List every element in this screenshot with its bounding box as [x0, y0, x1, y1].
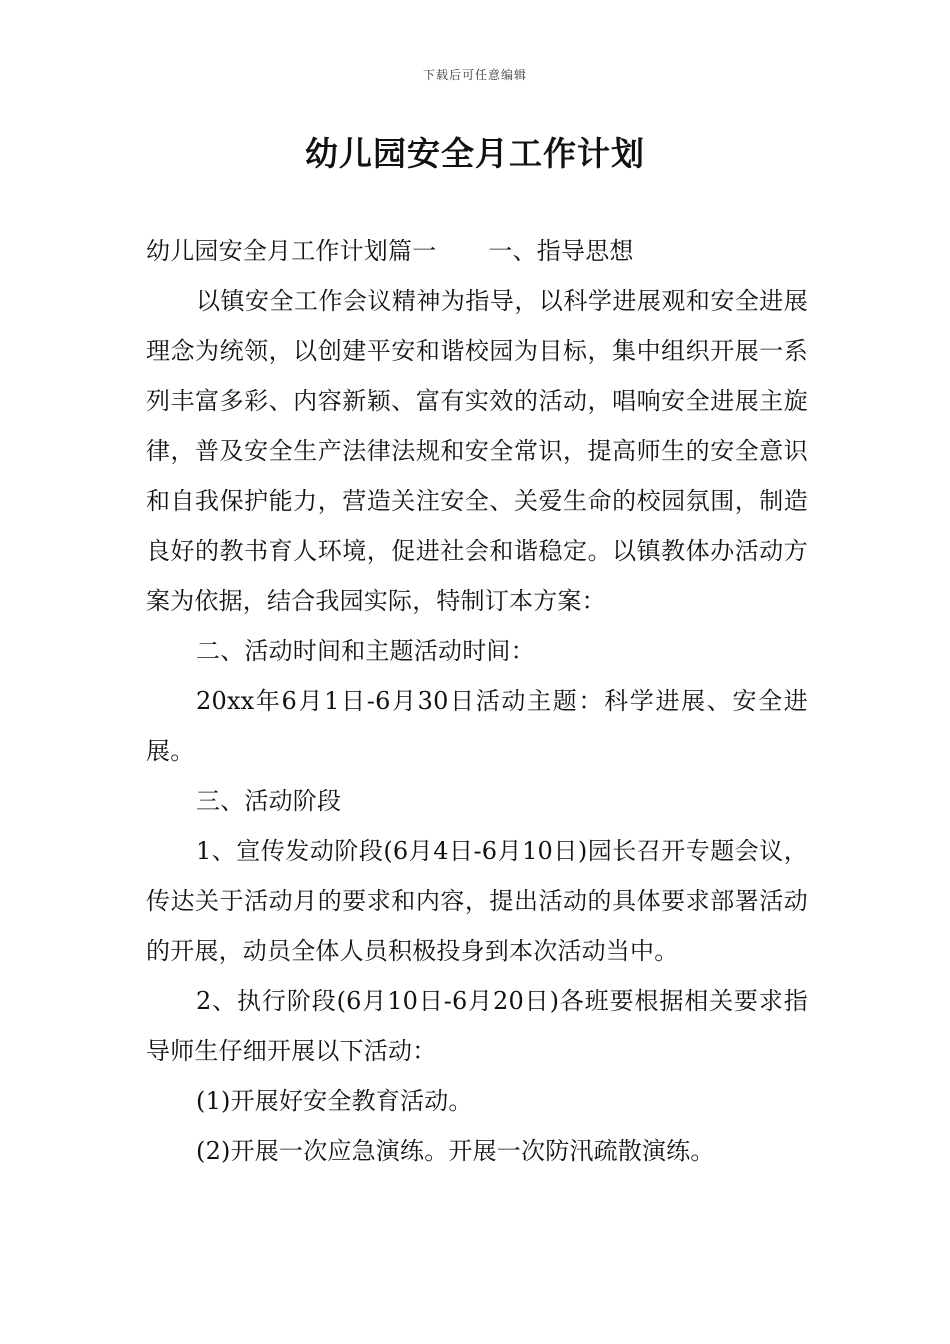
paragraph-stage-2: 2、执行阶段(6月10日-6月20日)各班要根据相关要求指导师生仔细开展以下活动：: [146, 987, 808, 1065]
paragraph-activity-time: 20xx年6月1日-6月30日活动主题：科学进展、安全进展。: [146, 687, 808, 765]
document-title: 幼儿园安全月工作计划: [305, 134, 645, 173]
section-heading-line: [146, 226, 808, 276]
list-item-2: (2)开展一次应急演练。开展一次防汛疏散演练。: [196, 1137, 715, 1165]
section-heading: 幼儿园安全月工作计划篇一: [146, 237, 437, 265]
paragraph-stage-1: 1、宣传发动阶段(6月4日-6月10日)园长召开专题会议，传达关于活动月的要求和内容，提出活动的具体要求部署活动的开展，动员全体人员积极投身到本次活动当中。: [146, 837, 808, 965]
paragraph-guiding-ideology: 以镇安全工作会议精神为指导，以科学进展观和安全进展理念为统领，以创建平安和谐校园为目标，集中组织开展一系列丰富多彩、内容新颖、富有实效的活动，唱响安全进展主旋律，普及安全生产法律法规和安全常识，提高师生的安全意识和自我保护能力，营造关注安全、关爱生命的校园氛围，制造良好的教书育人环境，促进社会和谐稳定。以镇教体办活动方案为依据，结合我园实际，特制订本方案：: [146, 287, 808, 615]
heading-activity-time: 二、活动时间和主题活动时间：: [196, 637, 535, 665]
list-item-1: (1)开展好安全教育活动。: [196, 1087, 473, 1115]
document-body: [146, 226, 808, 1176]
heading-activity-stages: 三、活动阶段: [196, 787, 342, 815]
header-note: 下载后可任意编辑: [422, 68, 527, 82]
subsection-heading-guiding-ideology: 一、指导思想: [488, 237, 634, 265]
